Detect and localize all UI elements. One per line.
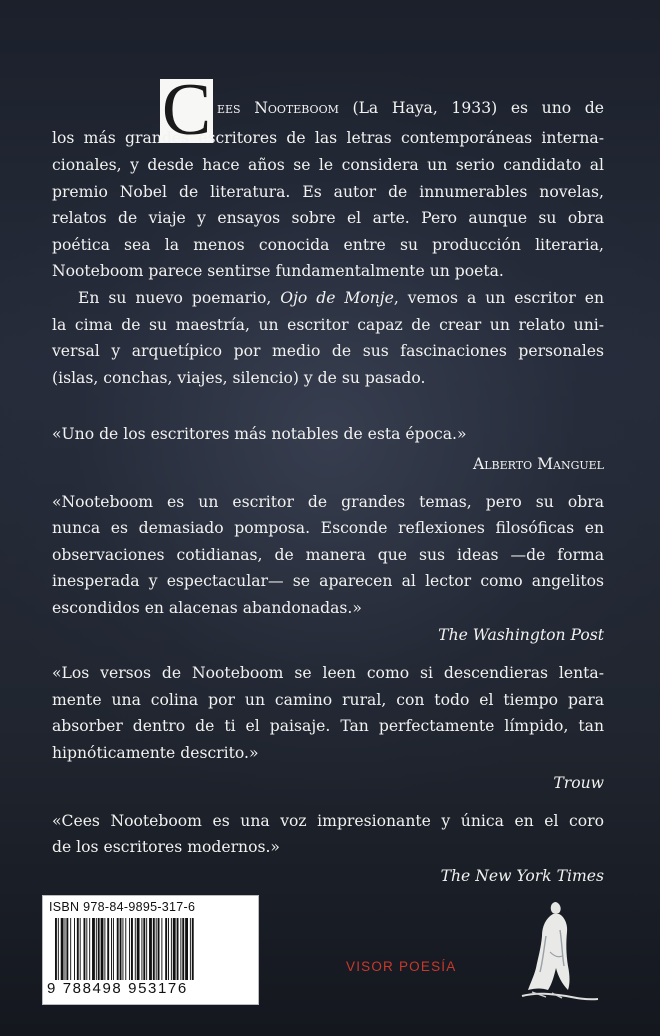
quote-line: inesperada y espectacular— se aparecen al lector como angelitos [52,572,604,590]
quote-source: Trouw [553,774,604,792]
intro-line: los más grandes escritores de las letras contemporáneas interna- [52,129,604,147]
monk-figure-icon [512,896,604,1008]
author-name: ees Nooteboom [217,99,339,117]
barcode-bar [168,918,169,980]
barcode-bar [146,918,147,980]
barcode-bar [89,918,90,980]
barcode-bar [55,918,57,980]
barcode-bar [61,918,64,980]
intro-first-line-rest: (La Haya, 1933) es uno de [338,99,604,117]
dropcap-letter: C [161,69,212,151]
quote-source: The Washington Post [438,626,604,644]
barcode-bar [80,918,81,980]
barcode-bar [156,918,157,980]
barcode-bar [141,918,142,980]
barcode-bar [120,918,122,980]
barcode-bar [143,918,145,980]
barcode-bar [129,918,130,980]
barcode-bar [98,918,100,980]
intro-first-line [217,96,604,121]
barcode-bars [55,918,245,980]
book-title: Ojo de Monje [280,289,394,307]
quote-source: The New York Times [440,867,604,885]
quote-line: de los escritores modernos.» [52,838,280,856]
barcode-bar [66,918,68,980]
barcode-bar [77,918,79,980]
barcode-bar [113,918,114,980]
barcode-bar [92,918,95,980]
barcode-bar [86,918,87,980]
barcode-bar [84,918,86,980]
quote-line: escondidos en alacenas abandonadas.» [52,599,362,617]
quote-line: hipnóticamente descrito.» [52,744,259,762]
barcode-bar [173,918,176,980]
barcode-bar [122,918,123,980]
intro-line: poética sea la menos conocida entre su producción literaria, [52,236,604,254]
barcode-bar [190,918,191,980]
barcode-bar [180,918,181,980]
barcode-bar [177,918,179,980]
barcode-panel [42,895,259,1005]
barcode-bar [125,918,126,980]
para2-post: , vemos a un escritor en [393,289,604,307]
intro-line: Nooteboom parece sentirse fundamentalmente un poeta. [52,262,504,280]
publisher-name: VISOR POESÍA [346,959,457,974]
para2-line: la cima de su maestría, un escritor capaz de crear un relato uni- [52,316,604,334]
barcode-bar [96,918,97,980]
barcode-bar [117,918,119,980]
barcode-bar [185,918,188,980]
intro-line: premio Nobel de literatura. Es autor de innumerables novelas, [52,183,604,201]
barcode-bar [135,918,136,980]
barcode-bar [161,918,162,980]
quote-line: «Nooteboom es un escritor de grandes temas, pero su obra [52,493,604,511]
barcode-bar [101,918,104,980]
quote-line: observaciones cotidianas, de manera que sus ideas —de forma [52,546,604,564]
barcode-bar [192,918,194,980]
para2-line: (islas, conchas, viajes, silencio) y de su pasado. [52,369,426,387]
quote-line: absorber dentro de ti el paisaje. Tan perfectamente límpido, tan [52,717,604,735]
barcode-bar [131,918,133,980]
barcode-bar [171,918,172,980]
barcode-bar [165,918,167,980]
quote-line: «Los versos de Nooteboom se leen como si descendieras lenta- [52,664,604,682]
intro-line: relatos de viaje y ensayos sobre el arte. Pero aunque su obra [52,209,604,227]
para2-pre: En su nuevo poemario, [78,289,281,307]
barcode-bar [58,918,59,980]
para2-line: versal y arquetípico por medio de sus fascinaciones personales [52,342,604,360]
barcode-bar [111,918,112,980]
barcode-bar [137,918,140,980]
barcode-bar [149,918,152,980]
intro-line: cionales, y desde hace años se le considera un serio candidato al [52,156,604,174]
barcode-digits: 9 788498 953176 [47,980,188,997]
quote-source: Alberto Manguel [472,455,604,473]
quote-line: mente una colina por un camino rural, con todo el tiempo para [52,691,604,709]
barcode-bar [158,918,160,980]
barcode-bar [104,918,105,980]
barcode-bar [74,918,75,980]
barcode-bar [70,918,71,980]
para2-first-line [78,286,604,311]
barcode-bar [65,918,66,980]
isbn-label: ISBN 978-84-9895-317-6 [49,900,196,914]
quote-line: nunca es demasiado pomposa. Esconde reflexiones filosóficas en [52,519,604,537]
barcode-bar [182,918,184,980]
barcode-bar [153,918,155,980]
barcode-bar [107,918,109,980]
quote-line: «Uno de los escritores más notables de esta época.» [52,425,467,443]
quote-line: «Cees Nooteboom es una voz impresionante y única en el coro [52,812,604,830]
